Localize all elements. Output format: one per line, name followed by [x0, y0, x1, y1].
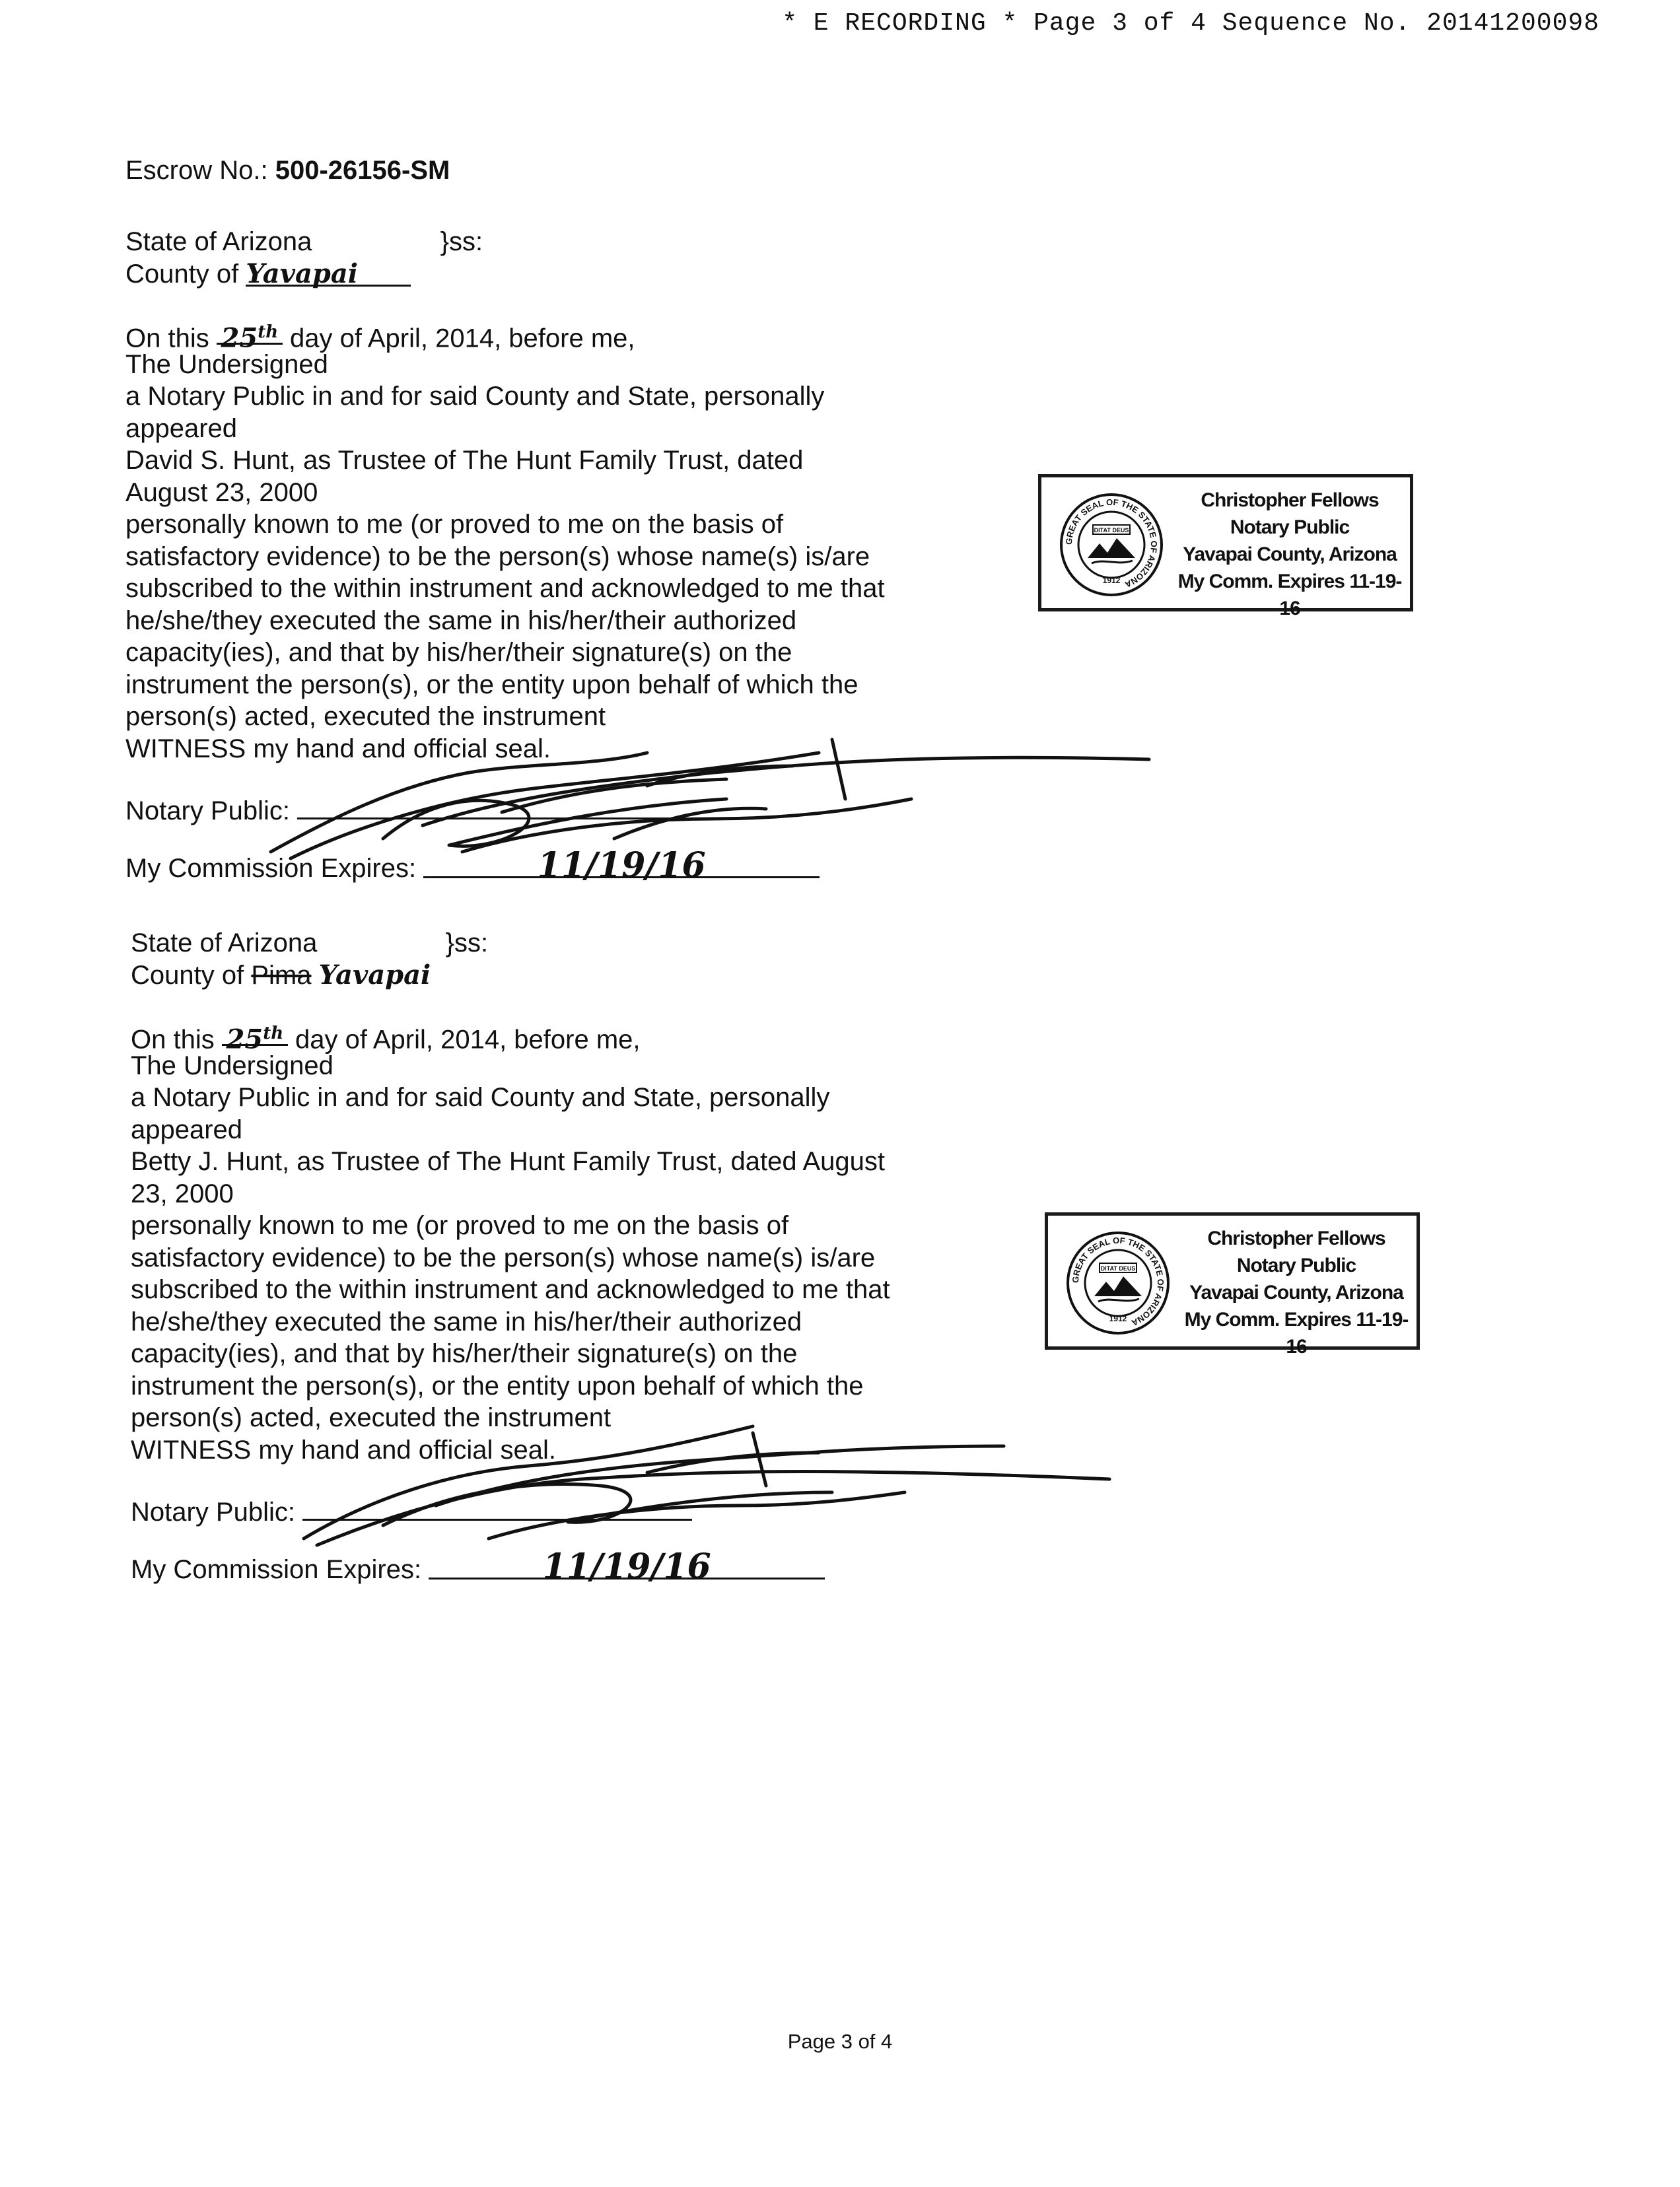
stamp-expires: My Comm. Expires 11-19-16	[1184, 1309, 1409, 1358]
ss-marker: }ss:	[440, 227, 483, 256]
body-line: personally known to me (or proved to me on the basis of	[131, 1211, 789, 1240]
body-line: he/she/they executed the same in his/her/their authorized	[125, 606, 797, 635]
body-line: WITNESS my hand and official seal.	[131, 1435, 556, 1465]
body-line: subscribed to the within instrument and acknowledged to me that	[131, 1275, 890, 1304]
undersigned-line: The Undersigned	[131, 1051, 333, 1080]
body-line: person(s) acted, executed the instrument	[125, 702, 606, 731]
body-line: personally known to me (or proved to me on the basis of	[125, 510, 784, 539]
arizona-seal-icon	[1065, 1230, 1171, 1336]
notary-stamp-1	[1038, 474, 1413, 619]
body-line: WITNESS my hand and official seal.	[125, 734, 551, 763]
body-line: capacity(ies), and that by his/her/their signature(s) on the	[125, 638, 792, 667]
recording-header: * E RECORDING * Page 3 of 4 Sequence No. 20141200098	[782, 9, 1599, 38]
body-line: a Notary Public in and for said County and State, personally	[131, 1083, 830, 1112]
ss-marker: }ss:	[445, 928, 489, 957]
undersigned-line: The Undersigned	[125, 349, 328, 379]
day-suffix: th	[263, 1024, 284, 1043]
body-line: August 23, 2000	[125, 477, 318, 507]
state-line: State of Arizona }ss:	[131, 928, 489, 957]
svg-text:1912: 1912	[1102, 576, 1121, 585]
county-struck: Pima	[251, 960, 312, 990]
body-line: subscribed to the within instrument and acknowledged to me that	[125, 574, 885, 603]
body-line: instrument the person(s), or the entity upon behalf of which the	[125, 670, 858, 699]
stamp-expires: My Comm. Expires 11-19-16	[1177, 571, 1402, 619]
svg-text:GREAT SEAL OF THE STATE OF ARI: GREAT SEAL OF THE STATE OF ARIZONA	[1070, 1235, 1166, 1328]
page-number: Page 3 of 4	[787, 2030, 893, 2053]
notary-public-line: Notary Public:	[131, 1492, 950, 1525]
body-line: capacity(ies), and that by his/her/their signature(s) on the	[131, 1339, 798, 1368]
county-line: County of Yavapai	[125, 258, 944, 291]
commission-handwritten: 11/19/16	[542, 1546, 711, 1587]
body-line: 23, 2000	[131, 1179, 234, 1208]
body-line: satisfactory evidence) to be the person(s) whose name(s) is/are	[125, 541, 870, 571]
svg-text:DITAT DEUS: DITAT DEUS	[1094, 527, 1129, 534]
date-line: On this 25th day of April, 2014, before me,	[125, 316, 944, 349]
notary-signature-1	[251, 726, 1162, 872]
stamp-county: Yavapai County, Arizona	[1183, 543, 1397, 565]
body-line: a Notary Public in and for said County and State, personally	[125, 382, 825, 411]
svg-text:1912: 1912	[1109, 1314, 1127, 1323]
stamp-title: Notary Public	[1236, 1255, 1356, 1276]
body-line: instrument the person(s), or the entity upon behalf of which the	[131, 1371, 864, 1401]
notary-signature-2	[291, 1406, 1123, 1552]
body-line: appeared	[125, 413, 238, 443]
county-line: County of Pima Yavapai	[131, 959, 431, 990]
svg-text:DITAT DEUS: DITAT DEUS	[1100, 1265, 1136, 1272]
notary-stamp-2	[1045, 1212, 1420, 1358]
stamp-name: Christopher Fellows	[1201, 489, 1379, 511]
day-suffix: th	[258, 322, 279, 342]
body-line: he/she/they executed the same in his/her/their authorized	[131, 1307, 802, 1336]
body-line: appeared	[131, 1115, 243, 1144]
day-handwritten: 25	[226, 1024, 263, 1055]
stamp-title: Notary Public	[1230, 516, 1350, 538]
body-line: David S. Hunt, as Trustee of The Hunt Family Trust, dated	[125, 446, 804, 475]
commission-line: My Commission Expires: 11/19/16	[131, 1551, 950, 1583]
date-line: On this 25th day of April, 2014, before me,	[131, 1018, 950, 1050]
ack-body	[125, 380, 944, 765]
commission-handwritten: 11/19/16	[537, 845, 706, 885]
day-handwritten: 25	[221, 322, 258, 354]
escrow-number: 500-26156-SM	[275, 156, 450, 185]
escrow-line	[125, 156, 450, 186]
county-handwritten: Yavapai	[318, 959, 431, 990]
svg-text:GREAT SEAL OF THE STATE OF ARI: GREAT SEAL OF THE STATE OF ARIZONA	[1063, 497, 1160, 590]
body-line: Betty J. Hunt, as Trustee of The Hunt Family Trust, dated August	[131, 1147, 886, 1176]
commission-line: My Commission Expires: 11/19/16	[125, 850, 944, 882]
stamp-county: Yavapai County, Arizona	[1189, 1282, 1403, 1303]
body-line: satisfactory evidence) to be the person(s) whose name(s) is/are	[131, 1243, 876, 1272]
escrow-label: Escrow No.:	[125, 156, 268, 185]
notary-public-line: Notary Public:	[125, 791, 944, 823]
arizona-seal-icon	[1059, 492, 1164, 598]
stamp-name: Christopher Fellows	[1207, 1228, 1385, 1249]
county-handwritten: Yavapai	[246, 258, 358, 289]
body-line: person(s) acted, executed the instrument	[131, 1403, 612, 1432]
state-line: State of Arizona }ss:	[125, 227, 483, 256]
